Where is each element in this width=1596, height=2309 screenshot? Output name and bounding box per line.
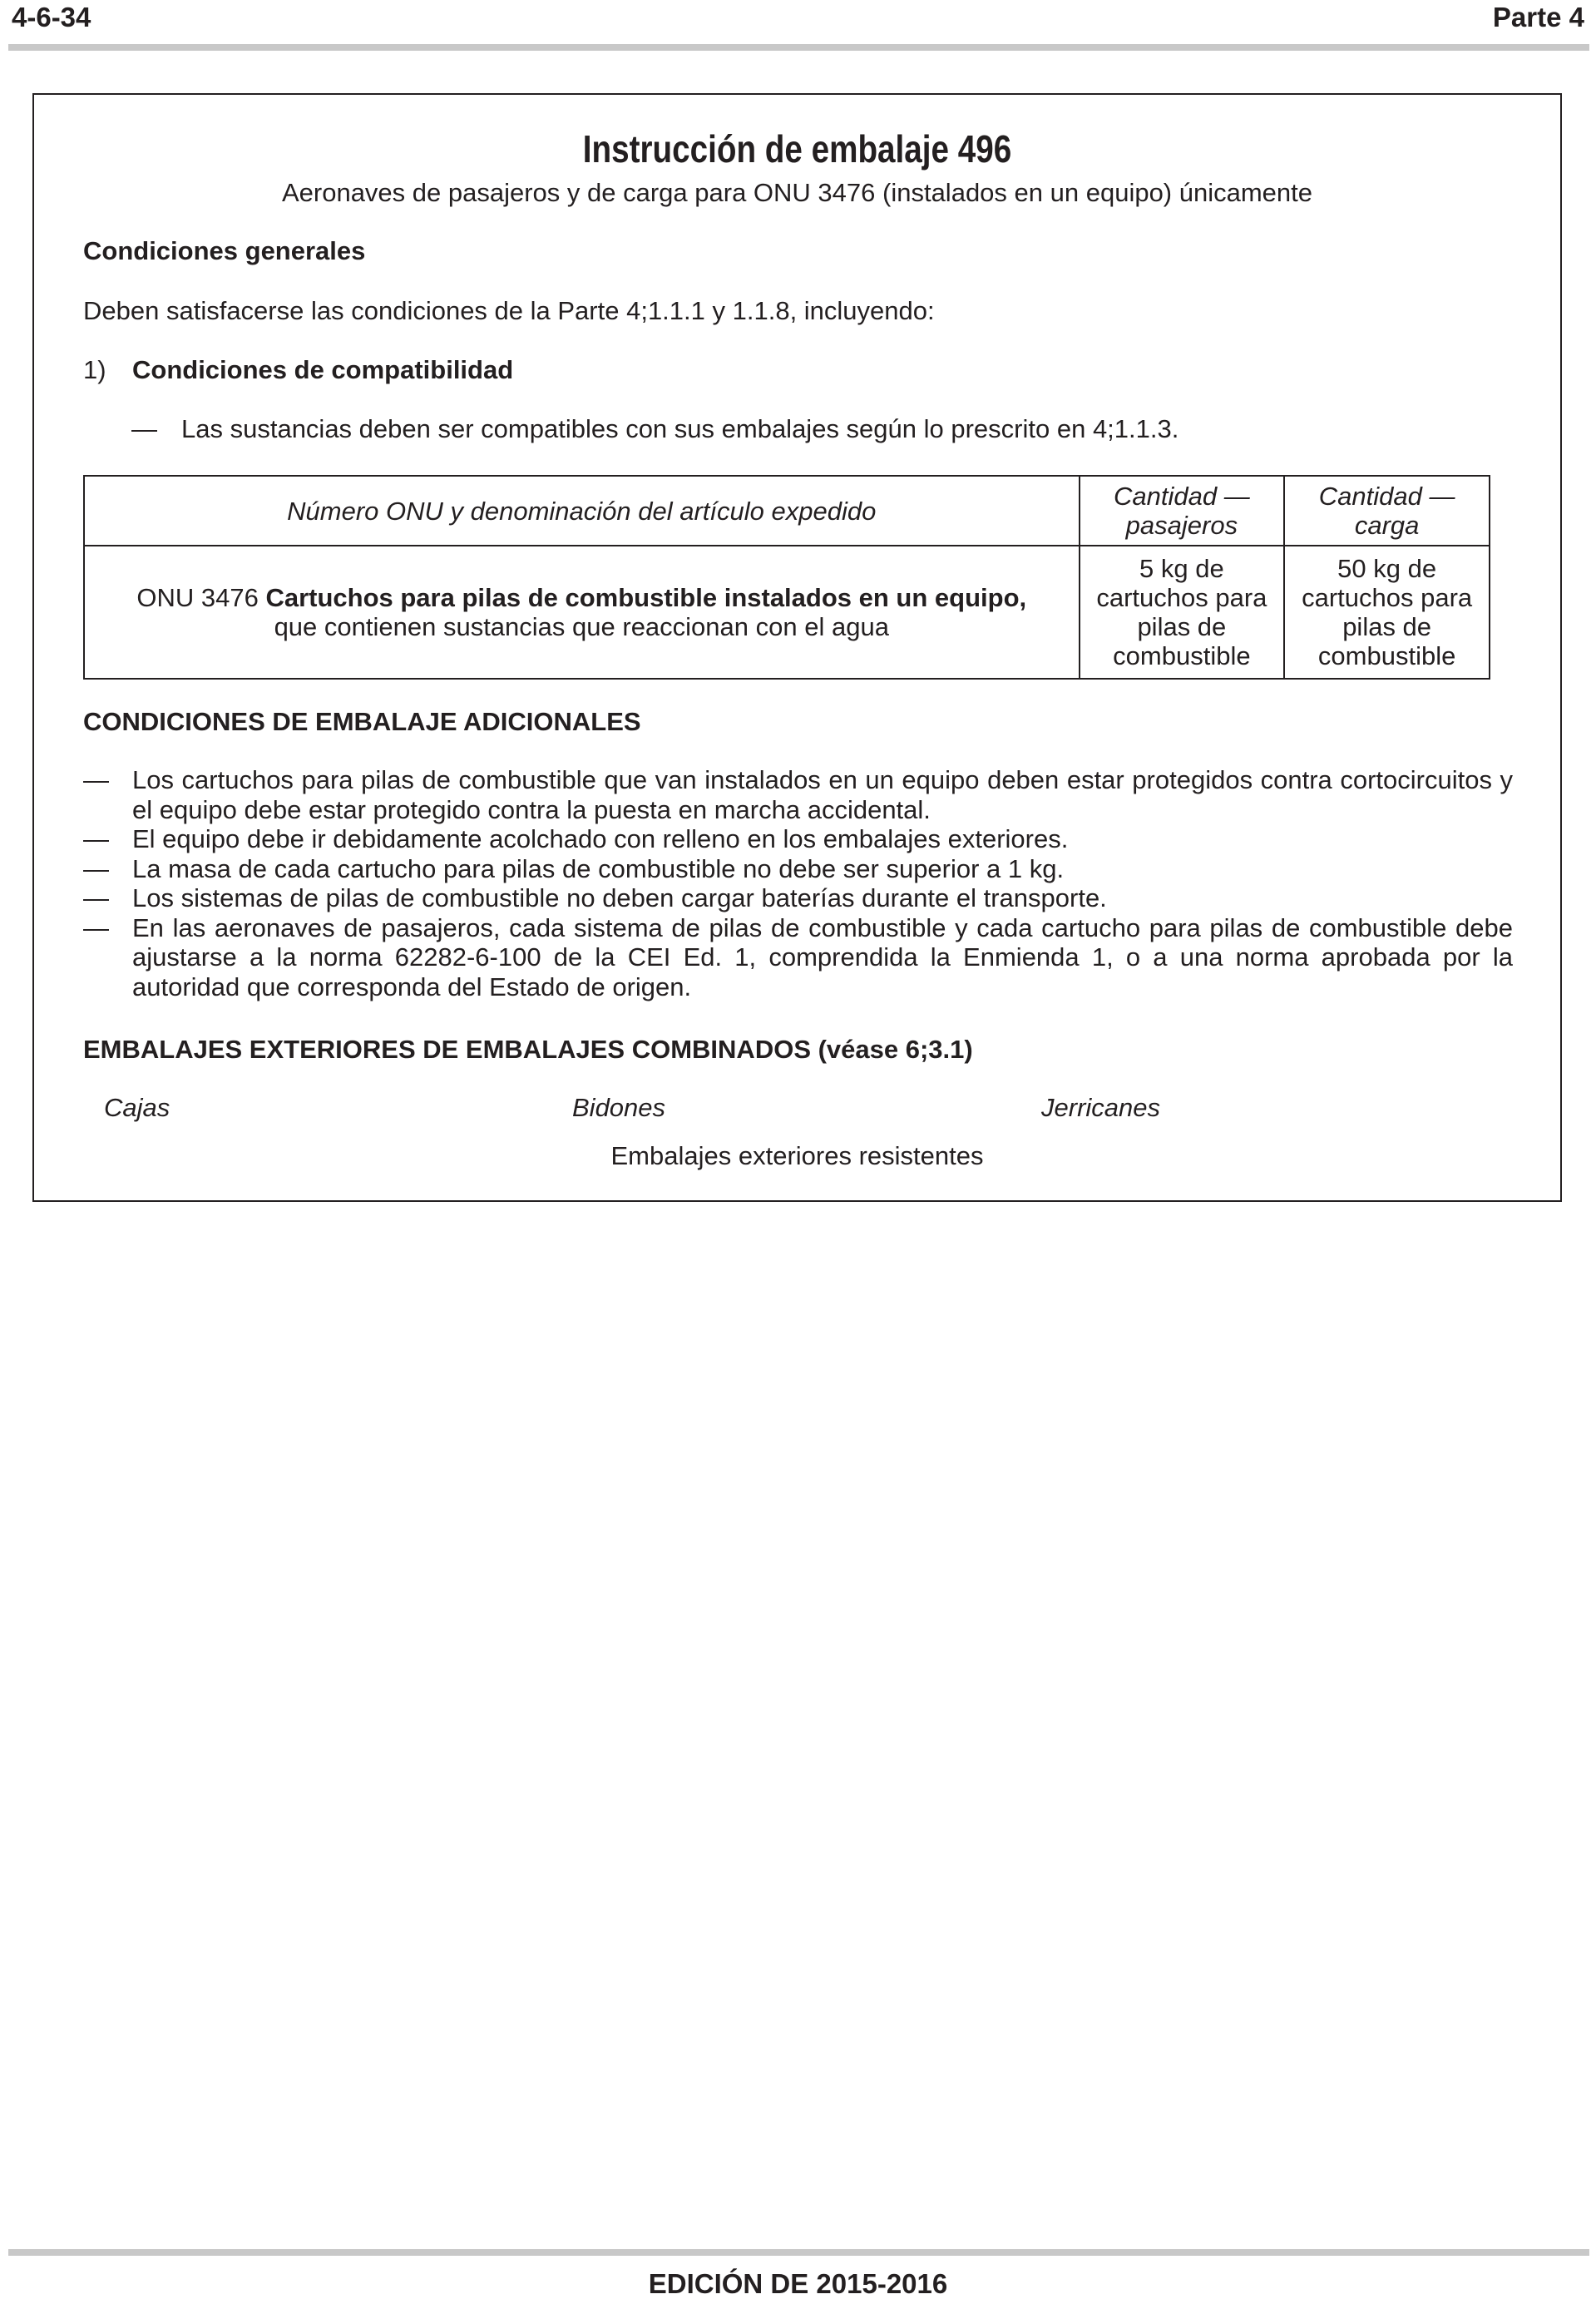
passenger-qty-cell: 5 kg de cartuchos para pilas de combustible (1080, 546, 1285, 679)
un-number: ONU 3476 (136, 583, 259, 612)
table-row (84, 546, 1490, 679)
page-header (12, 0, 1584, 37)
list-item: — La masa de cada cartucho para pilas de combustible no debe ser superior a 1 kg. (83, 853, 1065, 883)
item-name-cell (84, 546, 1080, 679)
packaging-type-jerricans: Jerricanes (1041, 1093, 1160, 1122)
packaging-type-boxes: Cajas (104, 1093, 170, 1122)
list-item: — El equipo debe ir debidamente acolchado con relleno en los embalajes exteriores. (83, 824, 1069, 853)
general-conditions-heading: Condiciones generales (83, 236, 366, 265)
cargo-qty-cell: 50 kg de cartuchos para pilas de combustible (1284, 546, 1490, 679)
dash-glyph: — (131, 414, 157, 443)
un-proper-name: Cartuchos para pilas de combustible instalados en un equipo, (265, 583, 1027, 612)
dash-glyph: — (83, 912, 109, 942)
dash-glyph: — (83, 853, 109, 883)
page-number: 4-6-34 (12, 2, 91, 32)
resistant-packagings: Embalajes exteriores resistentes (610, 1141, 984, 1170)
general-conditions-text: Deben satisfacerse las condiciones de la Parte 4;1.1.1 y 1.1.8, incluyendo: (83, 296, 935, 325)
additional-conditions-heading: CONDICIONES DE EMBALAJE ADICIONALES (83, 707, 641, 736)
dash-glyph: — (83, 765, 109, 794)
compatibility-text: Las sustancias deben ser compatibles con sus embalajes según lo prescrito en 4;1.1.3. (181, 414, 1179, 443)
additional-conditions-list (83, 765, 1513, 1001)
instruction-title: Instrucción de embalaje 496 (582, 127, 1012, 171)
list-item: — Los cartuchos para pilas de combustible que van instalados en un equipo deben estar protegidos contra cortocircuitos y el equipo debe estar protegido contra la puesta en marcha accidental. (83, 765, 1513, 824)
compatibility-item (131, 414, 1178, 444)
instruction-frame (32, 93, 1562, 1202)
list-item: — En las aeronaves de pasajeros, cada sistema de pilas de combustible y cada cartucho para pilas de combustible debe ajustarse a la norma 62282-6-100 de la CEI Ed. 1, comprendida la Enmienda 1, o a una norma aprobada por la autoridad que corresponda del Estado de origen. (83, 912, 1513, 1001)
compatibility-heading (83, 355, 513, 385)
header-cargo-qty: Cantidad — carga (1284, 476, 1490, 546)
compatibility-title: Condiciones de compatibilidad (132, 355, 514, 384)
list-item: — Los sistemas de pilas de combustible no deben cargar baterías durante el transporte. (83, 883, 1107, 912)
compatibility-number: 1) (83, 355, 106, 384)
header-item-name: Número ONU y denominación del artículo expedido (84, 476, 1080, 546)
quantity-table (83, 475, 1490, 680)
part-label: Parte 4 (1492, 2, 1584, 32)
footer-rule (8, 2249, 1589, 2256)
outer-packagings-heading: EMBALAJES EXTERIORES DE EMBALAJES COMBINADOS (véase 6;3.1) (83, 1035, 973, 1064)
header-passenger-qty: Cantidad — pasajeros (1080, 476, 1285, 546)
instruction-subtitle: Aeronaves de pasajeros y de carga para ONU 3476 (instalados en un equipo) únicamente (281, 178, 1313, 207)
header-rule (8, 44, 1589, 51)
dash-glyph: — (83, 824, 109, 853)
edition-footer: EDICIÓN DE 2015-2016 (648, 2268, 948, 2299)
packaging-type-drums: Bidones (572, 1093, 666, 1122)
table-header-row (84, 476, 1490, 546)
dash-glyph: — (83, 883, 109, 912)
un-description: que contienen sustancias que reaccionan con el agua (274, 612, 889, 641)
